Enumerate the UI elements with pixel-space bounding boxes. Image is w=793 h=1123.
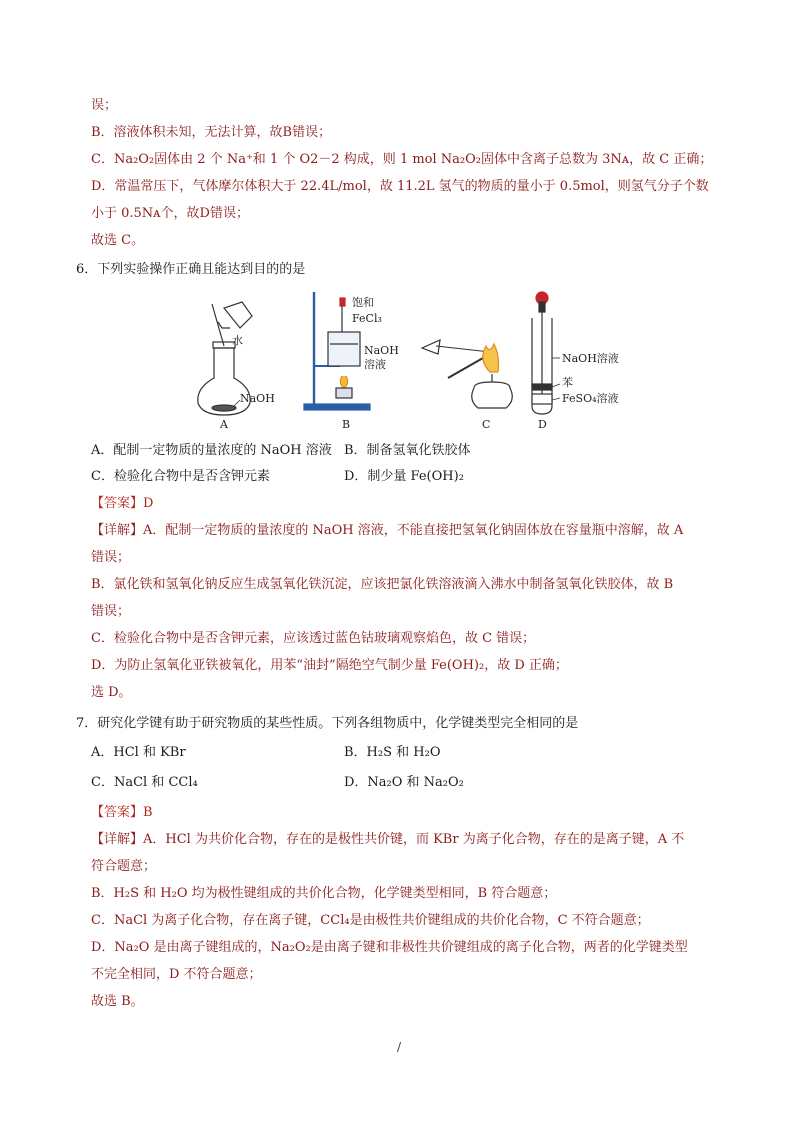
- detail-line: C．检验化合物中是否含钾元素，应该透过蓝色钴玻璃观察焰色，故 C 错误；: [91, 631, 536, 646]
- option-b: B．H₂S 和 H₂O: [344, 745, 441, 760]
- detail-line: B．H₂S 和 H₂O 均为极性键组成的共价化合物，化学键类型相同，B 符合题意；: [91, 886, 557, 901]
- experiment-figure: [190, 288, 640, 430]
- question-stem: 6．下列实验操作正确且能达到目的的是: [76, 262, 306, 277]
- detail-line: 不完全相同，D 不符合题意；: [91, 967, 262, 982]
- option-d: D．制少量 Fe(OH)₂: [344, 469, 464, 484]
- text-line: B．溶液体积未知，无法计算，故B错误；: [91, 125, 332, 140]
- option-c: C．NaCl 和 CCl₄: [91, 775, 198, 790]
- label-naoh-sol-2: 溶液: [364, 358, 386, 371]
- detail-line: D．为防止氢氧化亚铁被氧化，用苯“油封”隔绝空气制少量 Fe(OH)₂，故 D 正确；: [91, 658, 568, 673]
- label-naoh-d: NaOH溶液: [562, 352, 619, 365]
- detail-line: C．NaCl 为离子化合物，存在离子键，CCl₄是由极性共价键组成的共价化合物，C 不符合题意；: [91, 913, 650, 928]
- label-fecl3-2: FeCl₃: [352, 312, 382, 325]
- option-a: A．HCl 和 KBr: [91, 745, 186, 760]
- figure-label-b: B: [342, 418, 351, 430]
- answer-label: 【答案】D: [91, 496, 154, 511]
- text-line: D．常温常压下，气体摩尔体积大于 22.4L/mol，故 11.2L 氢气的物质的量小于 0.5mol，则氢气分子个数: [91, 179, 709, 194]
- label-water: 水: [232, 334, 243, 347]
- detail-line: 【详解】A．HCl 为共价化合物，存在的是极性共价键，而 KBr 为离子化合物，存在的是离子键，A 不: [91, 832, 685, 847]
- detail-line: B．氯化铁和氢氧化钠反应生成氢氧化铁沉淀，应该把氯化铁溶液滴入沸水中制备氢氧化铁胶体，故 B: [91, 577, 674, 592]
- question-stem: 7．研究化学键有助于研究物质的某些性质。下列各组物质中，化学键类型完全相同的是: [76, 716, 579, 731]
- text-line: 小于 0.5Nᴀ个，故D错误；: [91, 206, 249, 221]
- apparatus-c: [422, 340, 512, 408]
- label-benzene: 苯: [562, 376, 573, 389]
- detail-line: 选 D。: [91, 685, 132, 700]
- answer-label: 【答案】B: [91, 805, 153, 820]
- option-d: D．Na₂O 和 Na₂O₂: [344, 775, 464, 790]
- text-line: 误；: [91, 98, 118, 113]
- option-a: A．配制一定物质的量浓度的 NaOH 溶液: [91, 443, 332, 458]
- detail-line: 故选 B。: [91, 994, 144, 1009]
- option-c: C．检验化合物中是否含钾元素: [91, 469, 270, 484]
- detail-line: 错误；: [91, 550, 131, 565]
- option-b: B．制备氢氧化铁胶体: [344, 443, 471, 458]
- label-naoh-sol-1: NaOH: [364, 344, 399, 357]
- detail-line: 【详解】A．配制一定物质的量浓度的 NaOH 溶液，不能直接把氢氧化钠固体放在容量瓶中溶解，故 A: [91, 523, 684, 538]
- apparatus-b: [304, 292, 370, 410]
- detail-line: D．Na₂O 是由离子键组成的，Na₂O₂是由离子键和非极性共价键组成的离子化合物，两者的化学键类型: [91, 940, 688, 955]
- figure-label-a: A: [220, 418, 228, 430]
- detail-line: 错误；: [91, 604, 131, 619]
- label-naoh: NaOH: [240, 392, 275, 405]
- label-feso4: FeSO₄溶液: [562, 392, 619, 405]
- page-number: /: [397, 1040, 402, 1054]
- figure-label-d: D: [538, 418, 547, 430]
- text-line: 故选 C。: [91, 233, 145, 248]
- label-fecl3-1: 饱和: [352, 296, 374, 309]
- figure-label-c: C: [482, 418, 491, 430]
- detail-line: 符合题意；: [91, 859, 157, 874]
- apparatus-d: [532, 292, 552, 414]
- text-line: C．Na₂O₂固体由 2 个 Na⁺和 1 个 O2－2 构成，则 1 mol Na₂O₂固体中含离子总数为 3Nᴀ，故 C 正确；: [91, 152, 713, 167]
